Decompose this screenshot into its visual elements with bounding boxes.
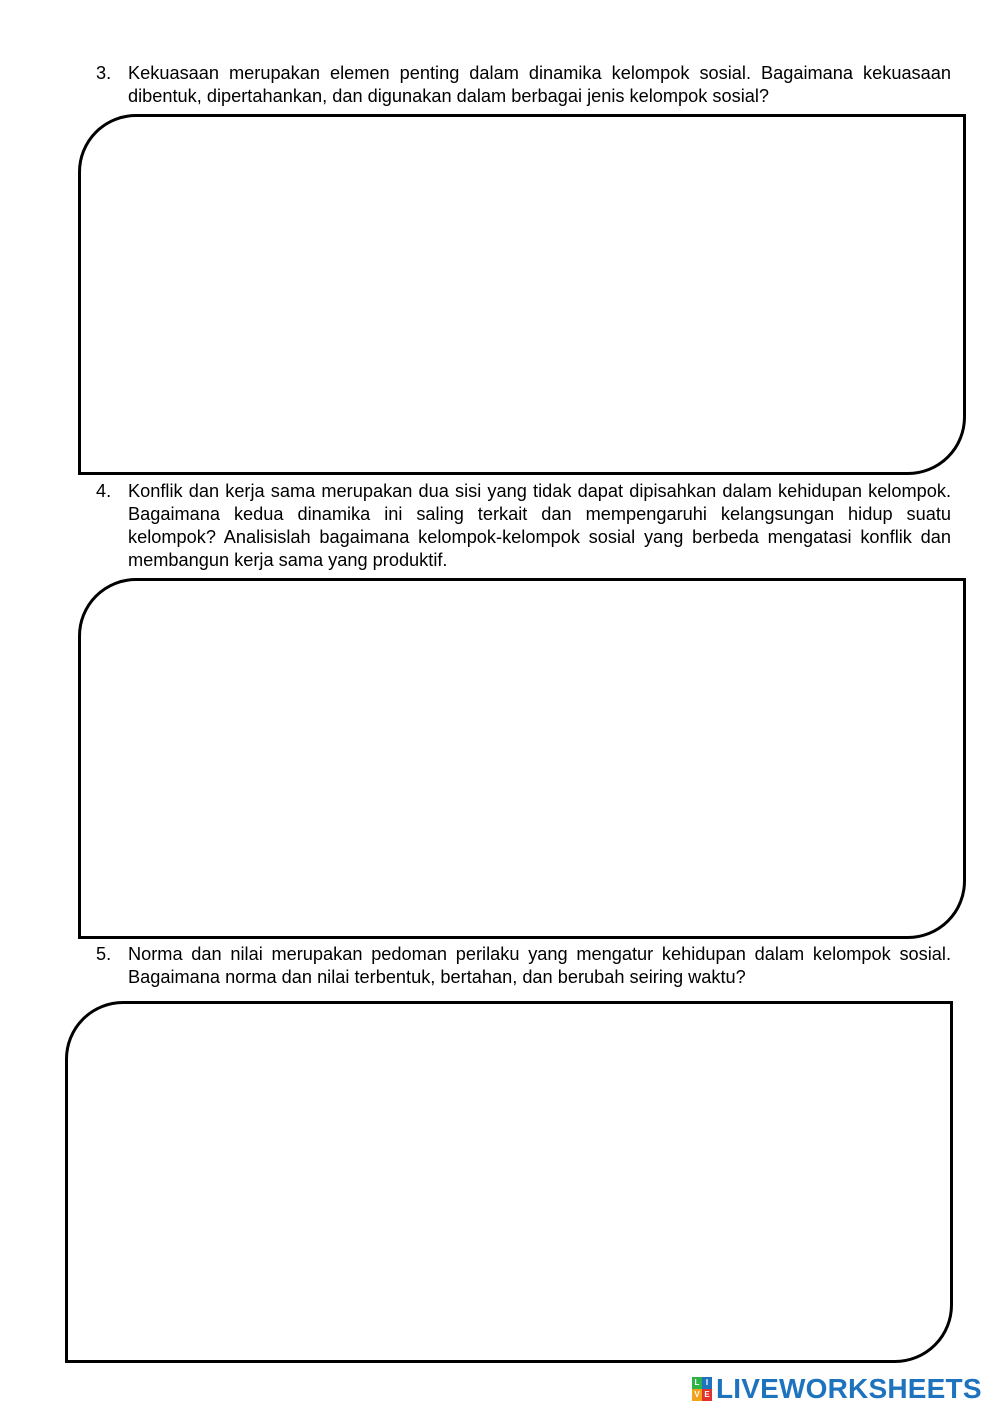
logo-icon-tile-i: I bbox=[702, 1377, 712, 1389]
question-3-text: Kekuasaan merupakan elemen penting dalam dinamika kelompok sosial. Bagaimana kekuasaan dibentuk, dipertahankan, dan digunakan dalam berbagai jenis kelompok sosial? bbox=[128, 63, 951, 106]
answer-field-4[interactable] bbox=[111, 611, 933, 906]
answer-field-3[interactable] bbox=[111, 147, 933, 442]
answer-field-5[interactable] bbox=[98, 1034, 920, 1330]
question-5-text: Norma dan nilai merupakan pedoman perilaku yang mengatur kehidupan dalam kelompok sosial. Bagaimana norma dan nilai terbentuk, bertahan, dan berubah seiring waktu? bbox=[128, 944, 951, 987]
answer-box-5[interactable] bbox=[65, 1001, 953, 1363]
logo-icon-tile-l: L bbox=[692, 1377, 702, 1389]
question-4-number: 4. bbox=[96, 481, 112, 501]
liveworksheets-logo bbox=[692, 1374, 982, 1404]
logo-text: LIVEWORKSHEETS bbox=[716, 1373, 982, 1404]
question-5-number: 5. bbox=[96, 944, 112, 964]
answer-box-3[interactable] bbox=[78, 114, 966, 475]
liveworksheets-logo-icon bbox=[692, 1377, 712, 1401]
logo-icon-tile-e: E bbox=[702, 1389, 712, 1401]
question-3 bbox=[96, 62, 951, 108]
question-5 bbox=[96, 943, 951, 989]
question-3-number: 3. bbox=[96, 63, 112, 83]
logo-icon-tile-v: V bbox=[692, 1389, 702, 1401]
answer-box-4[interactable] bbox=[78, 578, 966, 939]
question-4-text: Konflik dan kerja sama merupakan dua sisi yang tidak dapat dipisahkan dalam kehidupan kelompok. Bagaimana kedua dinamika ini saling terkait dan mempengaruhi kelangsungan hidup suatu kelompok? Analisislah bagaimana kelompok-kelompok sosial yang berbeda mengatasi konflik dan membangun kerja sama yang produktif. bbox=[128, 481, 951, 570]
question-4 bbox=[96, 480, 951, 572]
